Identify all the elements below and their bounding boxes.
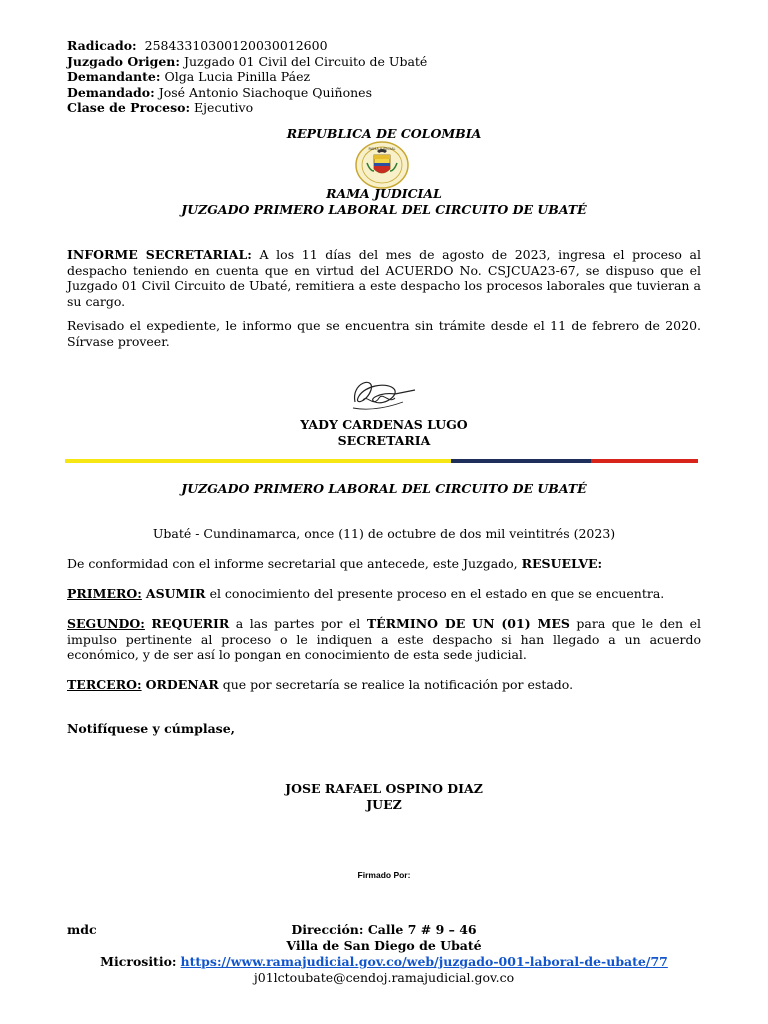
rama-judicial-seal-icon <box>355 141 409 189</box>
demandado-value: José Antonio Siachoque Quiñones <box>158 84 372 100</box>
footer-email[interactable]: j01lctoubate@cendoj.ramajudicial.gov.co <box>253 970 515 985</box>
notifiquese-line: Notifíquese y cúmplase, <box>67 721 236 736</box>
micrositio-link[interactable]: https://www.ramajudicial.gov.co/web/juzgado-001-laboral-de-ubate/77 <box>180 954 668 969</box>
resuelve-word: RESUELVE: <box>521 556 603 571</box>
colombia-flag-divider <box>65 459 698 463</box>
segundo-text-1: a las partes por el <box>235 616 361 631</box>
juzgado-origen-line <box>67 54 427 70</box>
flag-yellow-stripe <box>65 459 451 463</box>
demandante-label: Demandante: <box>67 69 161 84</box>
flag-red-stripe <box>591 459 698 463</box>
informe-secretarial <box>67 247 701 309</box>
republica-title: REPUBLICA DE COLOMBIA <box>286 126 482 141</box>
juzgado-title: JUZGADO PRIMERO LABORAL DEL CIRCUITO DE UBATÉ <box>181 202 587 217</box>
secretary-name: YADY CARDENAS LUGO <box>300 417 468 432</box>
judge-name: JOSE RAFAEL OSPINO DIAZ <box>285 781 483 796</box>
demandante-line <box>67 69 427 85</box>
radicado-value: 25843310300120030012600 <box>144 38 328 53</box>
segundo-term: TÉRMINO DE UN (01) MES <box>366 616 570 631</box>
radicado-label: Radicado: <box>67 38 137 53</box>
demandante-value: Olga Lucia Pinilla Páez <box>164 69 311 84</box>
informe-revision: Revisado el expediente, le informo que se encuentra sin trámite desde el 11 de febrero de 2020. Sírvase proveer. <box>67 318 701 349</box>
juzgado-origen-label: Juzgado Origen: <box>67 53 180 69</box>
mdc-initials: mdc <box>67 922 97 937</box>
auto-court-title: JUZGADO PRIMERO LABORAL DEL CIRCUITO DE UBATÉ <box>181 481 587 496</box>
tercero-verb: ORDENAR <box>145 677 219 692</box>
demandado-line <box>67 85 427 101</box>
judge-block <box>0 781 768 813</box>
secretary-block <box>0 417 768 449</box>
clase-proceso-value: Ejecutivo <box>194 100 254 115</box>
resuelve-intro: De conformidad con el informe secretarial que antecede, este Juzgado, <box>67 556 518 571</box>
tercero-line <box>67 677 573 692</box>
juzgado-origen-value: Juzgado 01 Civil del Circuito de Ubaté <box>183 53 428 69</box>
secretary-role: SECRETARIA <box>337 433 431 448</box>
auto-date: Ubaté - Cundinamarca, once (11) de octubre de dos mil veintitrés (2023) <box>152 526 616 541</box>
rama-judicial-title: RAMA JUDICIAL <box>326 186 442 201</box>
tercero-text: que por secretaría se realice la notificación por estado. <box>222 677 574 692</box>
micrositio-label: Micrositio: <box>100 954 177 969</box>
segundo-paragraph <box>67 616 701 663</box>
demandado-label: Demandado: <box>67 84 155 100</box>
primero-verb: ASUMIR <box>145 586 206 601</box>
secretary-signature-icon <box>345 372 423 416</box>
case-header <box>67 38 427 116</box>
judge-role: JUEZ <box>366 797 402 812</box>
firmado-por: Firmado Por: <box>357 870 411 880</box>
primero-text: el conocimiento del presente proceso en el estado en que se encuentra. <box>209 586 665 601</box>
footer-micrositio-line <box>0 954 768 970</box>
court-title-block <box>0 186 768 218</box>
primero-line <box>67 586 664 601</box>
footer-direccion: Dirección: Calle 7 # 9 – 46 <box>291 922 477 937</box>
footer-block <box>0 922 768 986</box>
seal-label: RAMA JUDICIAL <box>368 147 396 151</box>
clase-proceso-line <box>67 100 427 116</box>
tercero-label: TERCERO: <box>67 677 142 692</box>
resuelve-line <box>67 556 602 571</box>
flag-blue-stripe <box>451 459 591 463</box>
clase-proceso-label: Clase de Proceso: <box>67 100 191 115</box>
segundo-verb: REQUERIR <box>151 616 230 631</box>
informe-label: INFORME SECRETARIAL: <box>67 247 252 262</box>
footer-villa: Villa de San Diego de Ubaté <box>286 938 482 953</box>
primero-label: PRIMERO: <box>67 586 142 601</box>
radicado-line <box>67 38 427 54</box>
informe-text: A los 11 días del mes de agosto de 2023, ingresa el proceso al despacho teniendo en cuenta que en virtud del ACUERDO No. CSJCUA23-67, se dispuso que el Juzgado 01 Civil Circuito de Ubaté, remitiera a este despacho los procesos laborales que tuvieran a su cargo. <box>67 247 701 309</box>
segundo-label: SEGUNDO: <box>67 616 145 631</box>
segundo-text-2: para que le den el impulso pertinente al proceso o le indiquen a este despacho si han llegado a un acuerdo económico, y de ser así lo pongan en conocimiento de esta sede judicial. <box>67 616 702 662</box>
